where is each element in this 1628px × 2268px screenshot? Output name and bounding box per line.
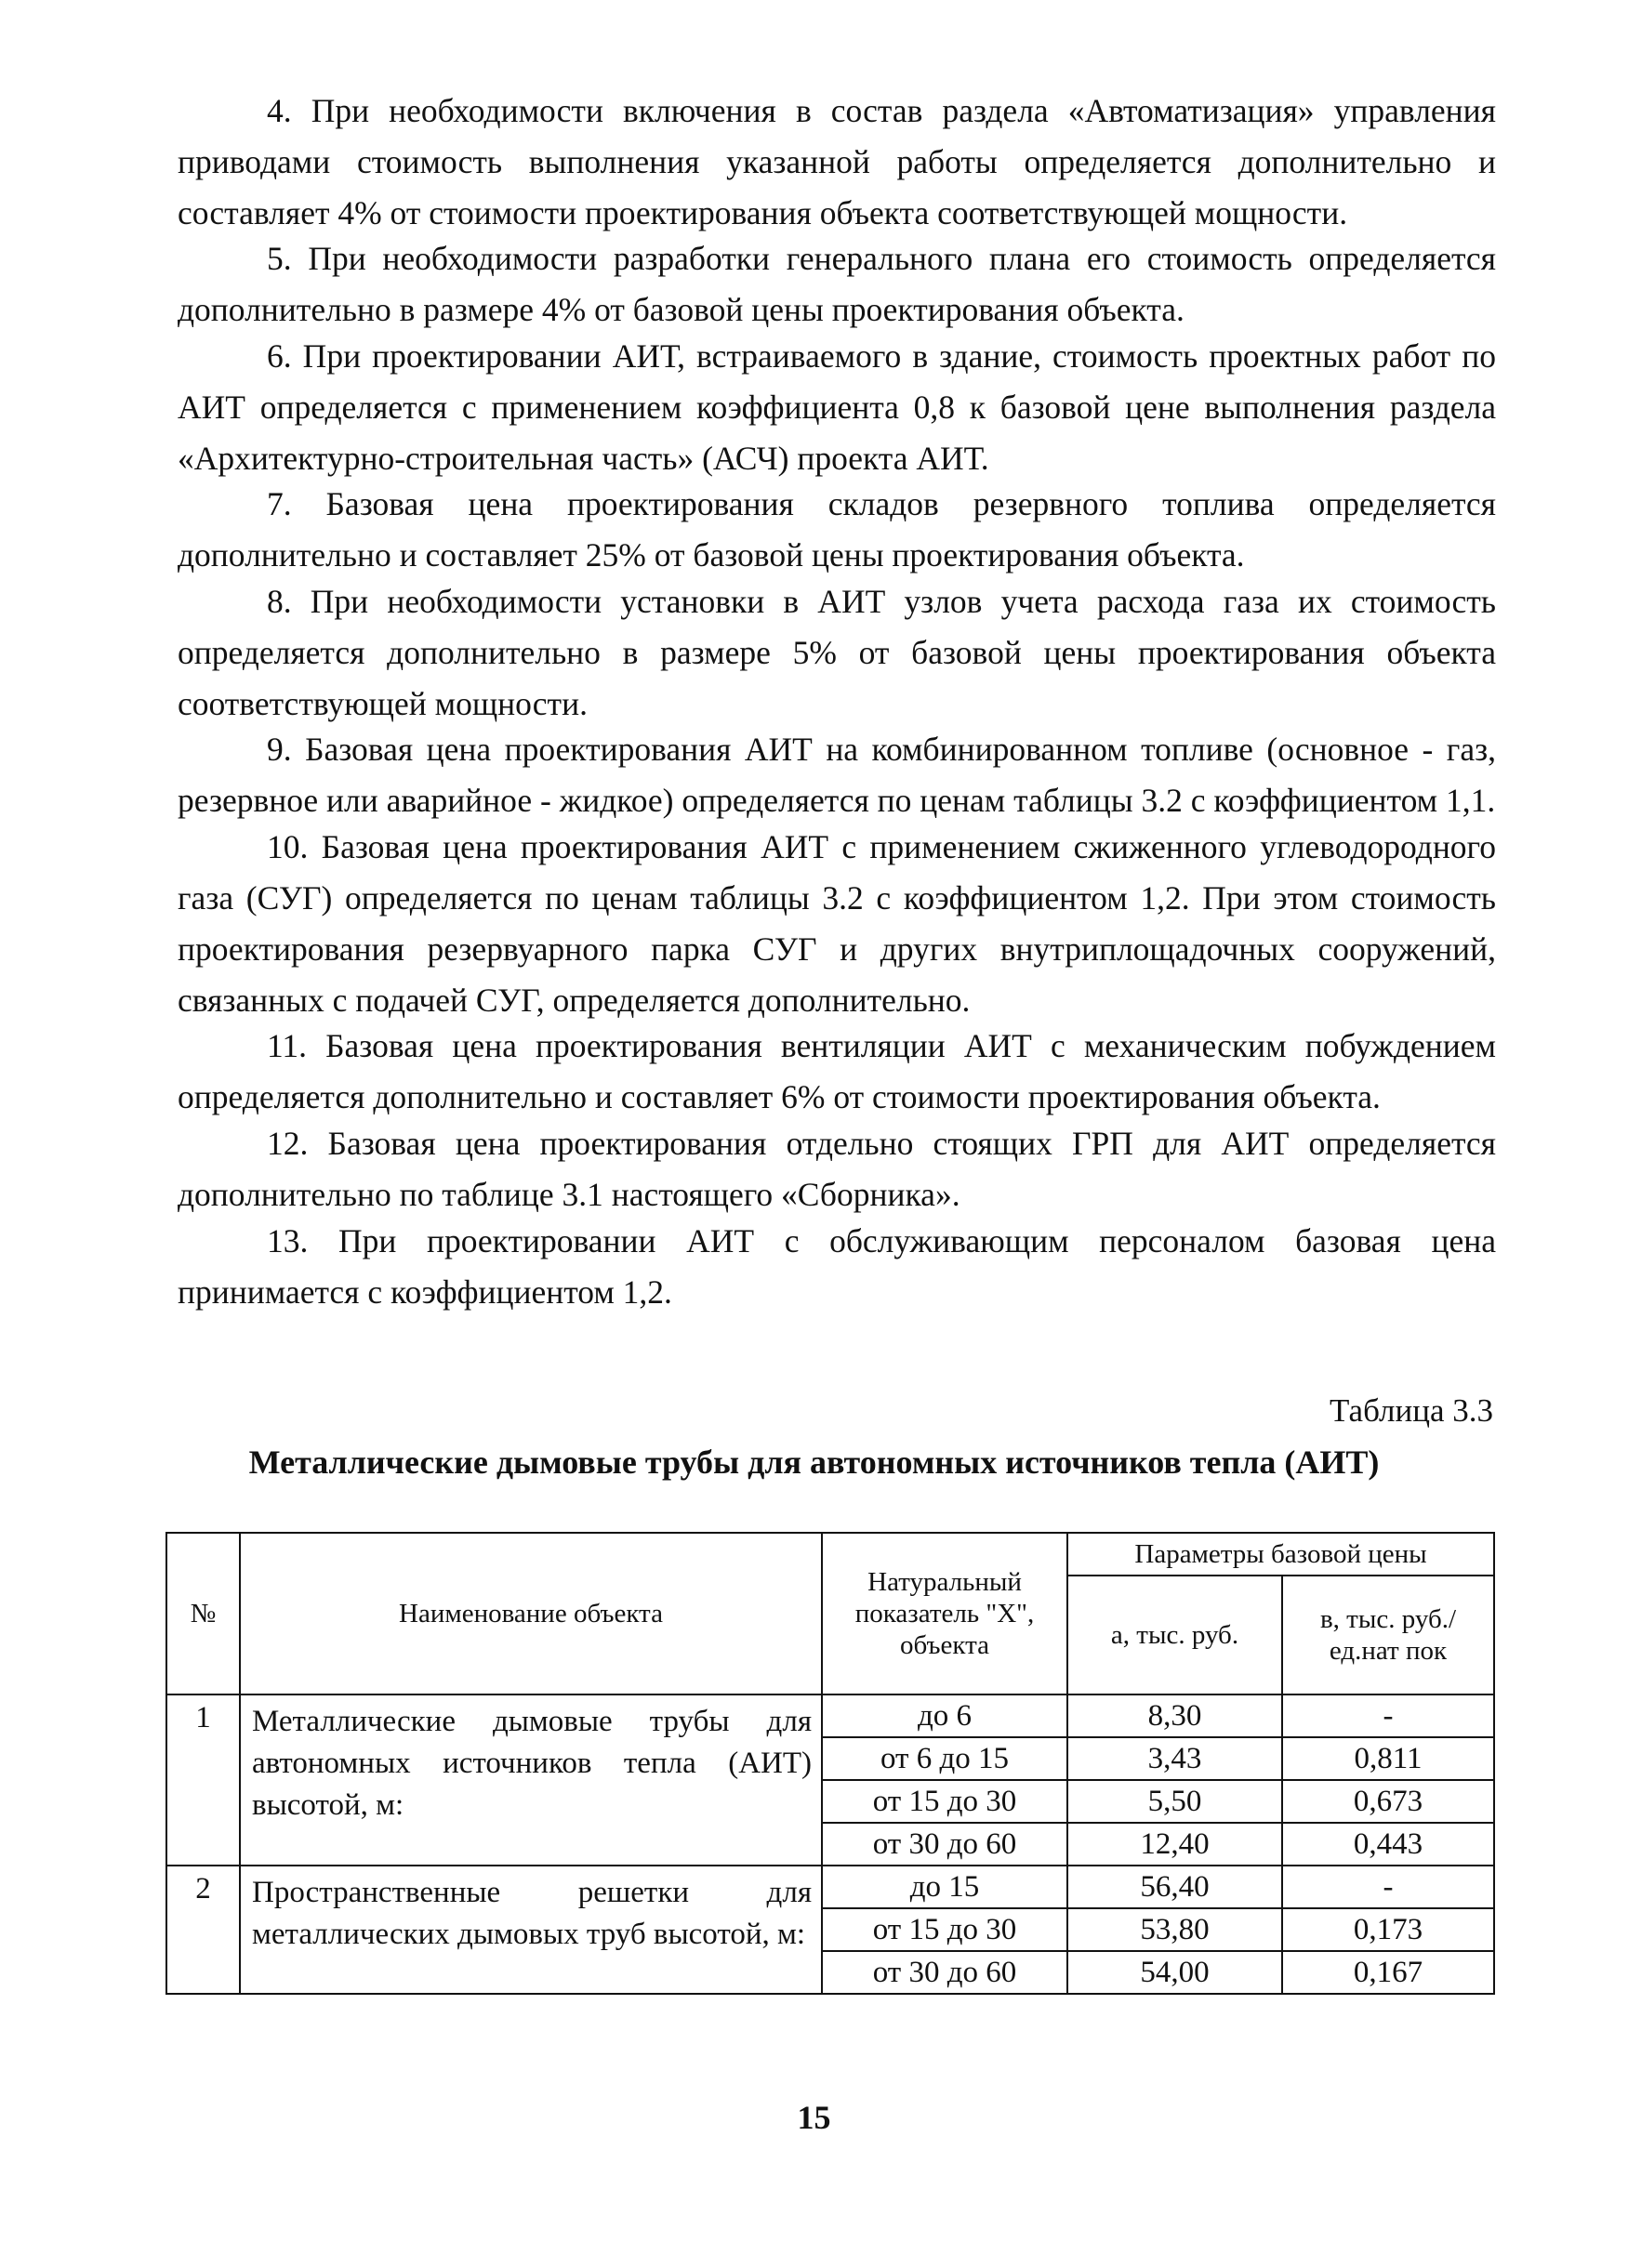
- cell-a: 12,40: [1067, 1823, 1282, 1866]
- cell-b: 0,673: [1282, 1780, 1494, 1823]
- paragraph-11: 11. Базовая цена проектирования вентиляции АИТ с механическим побуждением определяется дополнительно и составляет 6% от стоимости проектирования объекта.: [178, 1027, 1496, 1115]
- header-b: в, тыс. руб./ ед.нат пок: [1282, 1576, 1494, 1694]
- paragraph-8: 8. При необходимости установки в АИТ узлов учета расхода газа их стоимость определяется дополнительно в размере 5% от базовой цены проектирования объекта соответствующей мощности.: [178, 583, 1496, 722]
- cell-x: от 6 до 15: [822, 1737, 1067, 1780]
- header-params: Параметры базовой цены: [1067, 1533, 1494, 1576]
- header-name: Наименование объекта: [240, 1533, 822, 1694]
- header-indicator: Натуральный показатель "Х", объекта: [822, 1533, 1067, 1694]
- paragraph-7: 7. Базовая цена проектирования складов резервного топлива определяется дополнительно и составляет 25% от базовой цены проектирования объекта.: [178, 485, 1496, 574]
- paragraph-9: 9. Базовая цена проектирования АИТ на комбинированном топливе (основное - газ, резервное или аварийное - жидкое) определяется по ценам таблицы 3.2 с коэффициентом 1,1.: [178, 731, 1496, 819]
- header-a: а, тыс. руб.: [1067, 1576, 1282, 1694]
- row-name: Металлические дымовые трубы для автономных источников тепла (АИТ) высотой, м:: [240, 1694, 822, 1866]
- table-row: [166, 1866, 1494, 1908]
- table-number: Таблица 3.3: [1330, 1392, 1493, 1429]
- cell-b: -: [1282, 1694, 1494, 1737]
- cell-a: 56,40: [1067, 1866, 1282, 1908]
- cell-x: до 15: [822, 1866, 1067, 1908]
- row-name: Пространственные решетки для металлических дымовых труб высотой, м:: [240, 1866, 822, 1994]
- paragraph-4: 4. При необходимости включения в состав раздела «Автоматизация» управления приводами стоимость выполнения указанной работы определяется дополнительно и составляет 4% от стоимости проектирования объекта соответствующей мощности.: [178, 92, 1496, 231]
- page-number: 15: [797, 2099, 831, 2136]
- cell-x: от 30 до 60: [822, 1823, 1067, 1866]
- cell-a: 8,30: [1067, 1694, 1282, 1737]
- paragraph-5: 5. При необходимости разработки генерального плана его стоимость определяется дополнительно в размере 4% от базовой цены проектирования объекта.: [178, 240, 1496, 328]
- cell-a: 54,00: [1067, 1951, 1282, 1994]
- cell-b: 0,811: [1282, 1737, 1494, 1780]
- cell-b: -: [1282, 1866, 1494, 1908]
- paragraph-12: 12. Базовая цена проектирования отдельно стоящих ГРП для АИТ определяется дополнительно по таблице 3.1 настоящего «Сборника».: [178, 1125, 1496, 1213]
- row-no: 2: [166, 1866, 240, 1994]
- paragraph-13: 13. При проектировании АИТ с обслуживающим персоналом базовая цена принимается с коэффициентом 1,2.: [178, 1222, 1496, 1311]
- table-title: Металлические дымовые трубы для автономных источников тепла (АИТ): [248, 1444, 1380, 1481]
- cell-x: от 15 до 30: [822, 1780, 1067, 1823]
- cell-a: 3,43: [1067, 1737, 1282, 1780]
- cell-x: до 6: [822, 1694, 1067, 1737]
- cell-x: от 15 до 30: [822, 1908, 1067, 1951]
- cell-b: 0,167: [1282, 1951, 1494, 1994]
- row-no: 1: [166, 1694, 240, 1866]
- cell-b: 0,443: [1282, 1823, 1494, 1866]
- cell-a: 53,80: [1067, 1908, 1282, 1951]
- table-row: [166, 1694, 1494, 1737]
- cell-b: 0,173: [1282, 1908, 1494, 1951]
- cell-a: 5,50: [1067, 1780, 1282, 1823]
- header-no: №: [166, 1533, 240, 1694]
- paragraph-6: 6. При проектировании АИТ, встраиваемого в здание, стоимость проектных работ по АИТ определяется с применением коэффициента 0,8 к базовой цене выполнения раздела «Архитектурно-строительная часть» (АСЧ) проекта АИТ.: [178, 337, 1496, 477]
- cell-x: от 30 до 60: [822, 1951, 1067, 1994]
- price-table: [165, 1532, 1495, 1995]
- paragraph-10: 10. Базовая цена проектирования АИТ с применением сжиженного углеводородного газа (СУГ) определяется по ценам таблицы 3.2 с коэффициентом 1,2. При этом стоимость проектирования резервуарного парка СУГ и других внутриплощадочных сооружений, связанных с подачей СУГ, определяется дополнительно.: [178, 828, 1496, 1019]
